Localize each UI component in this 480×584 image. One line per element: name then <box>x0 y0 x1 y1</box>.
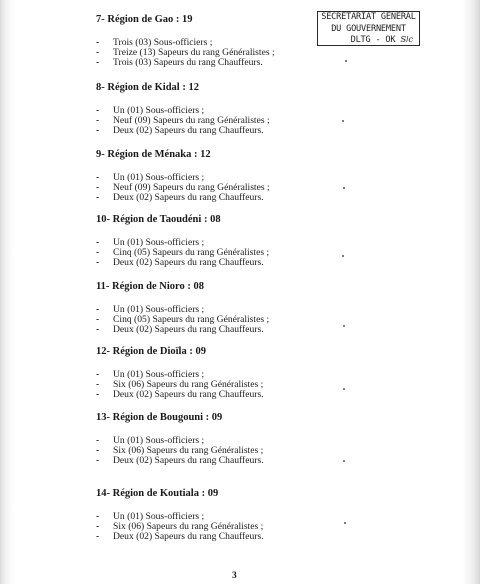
staff-list <box>96 512 356 543</box>
region-section-koutiala <box>96 488 356 543</box>
list-item: - Un (01) Sous-officiers ; <box>96 435 205 446</box>
staff-list <box>96 173 356 204</box>
list-item: - Deux (02) Sapeurs du rang Chauffeurs. <box>96 455 264 467</box>
stamp-line-2: DU GOUVERNEMENT <box>331 23 406 34</box>
list-item: - Treize (13) Sapeurs du rang Généralistes ; <box>96 47 275 59</box>
list-item: - Six (06) Sapeurs du rang Généralistes ; <box>96 445 264 457</box>
staff-list <box>96 38 356 69</box>
scan-speck <box>343 388 345 390</box>
list-item: - Un (01) Sous-officiers ; <box>96 105 205 116</box>
staff-list <box>96 106 356 137</box>
list-item: - Un (01) Sous-officiers ; <box>96 172 205 183</box>
region-heading: 7- Région de Gao : 19 <box>96 14 193 25</box>
list-item: - Deux (02) Sapeurs du rang Chauffeurs. <box>96 531 264 543</box>
region-heading: 14- Région de Koutiala : 09 <box>96 488 219 499</box>
list-item: - Deux (02) Sapeurs du rang Chauffeurs. <box>96 125 264 137</box>
staff-list <box>96 370 356 401</box>
list-item: - Six (06) Sapeurs du rang Généralistes ; <box>96 521 264 533</box>
staff-list <box>96 305 356 336</box>
staff-list <box>96 436 356 467</box>
list-item: - Deux (02) Sapeurs du rang Chauffeurs. <box>96 257 264 269</box>
list-item: - Six (06) Sapeurs du rang Généralistes ; <box>96 379 264 391</box>
scan-speck <box>345 60 347 62</box>
staff-list <box>96 238 356 269</box>
region-section-taoudeni <box>96 214 356 269</box>
region-heading: 12- Région de Dioïla : 09 <box>96 346 206 357</box>
list-item: - Trois (03) Sapeurs du rang Chauffeurs. <box>96 57 263 69</box>
list-item: - Neuf (09) Sapeurs du rang Généralistes ; <box>96 115 270 127</box>
region-section-gao <box>96 14 356 69</box>
list-item: - Trois (03) Sous-officiers ; <box>96 37 213 48</box>
list-item: - Deux (02) Sapeurs du rang Chauffeurs. <box>96 389 264 401</box>
region-section-kidal <box>96 82 356 137</box>
region-heading: 9- Région de Ménaka : 12 <box>96 149 211 160</box>
page-number: 3 <box>232 571 237 581</box>
scan-speck <box>343 460 345 462</box>
scan-speck <box>343 325 345 327</box>
scan-speck <box>343 187 345 189</box>
region-section-nioro <box>96 281 356 336</box>
scan-speck <box>344 522 346 524</box>
region-heading: 10- Région de Taoudéni : 08 <box>96 214 221 225</box>
list-item: - Un (01) Sous-officiers ; <box>96 304 205 315</box>
region-section-menaka <box>96 149 356 204</box>
list-item: - Un (01) Sous-officiers ; <box>96 369 205 380</box>
list-item: - Deux (02) Sapeurs du rang Chauffeurs. <box>96 324 264 336</box>
list-item: - Cinq (05) Sapeurs du rang Généralistes ; <box>96 314 270 326</box>
stamp-line-3: DLTG - OK Sǀc <box>350 35 413 45</box>
stamp-initials-mark: Sǀc <box>400 35 413 45</box>
scan-speck <box>342 255 344 257</box>
region-heading: 8- Région de Kidal : 12 <box>96 82 199 93</box>
region-heading: 13- Région de Bougouni : 09 <box>96 412 223 423</box>
list-item: - Un (01) Sous-officiers ; <box>96 511 205 522</box>
list-item: - Neuf (09) Sapeurs du rang Généralistes ; <box>96 182 270 194</box>
scan-speck <box>342 120 344 122</box>
list-item: - Un (01) Sous-officiers ; <box>96 237 205 248</box>
list-item: - Cinq (05) Sapeurs du rang Généralistes ; <box>96 247 270 259</box>
region-section-dioila <box>96 346 356 401</box>
stamp-line-1: SECRETARIAT GENERAL <box>321 12 416 22</box>
region-heading: 11- Région de Nioro : 08 <box>96 281 205 292</box>
list-item: - Deux (02) Sapeurs du rang Chauffeurs. <box>96 192 264 204</box>
region-section-bougouni <box>96 412 356 467</box>
